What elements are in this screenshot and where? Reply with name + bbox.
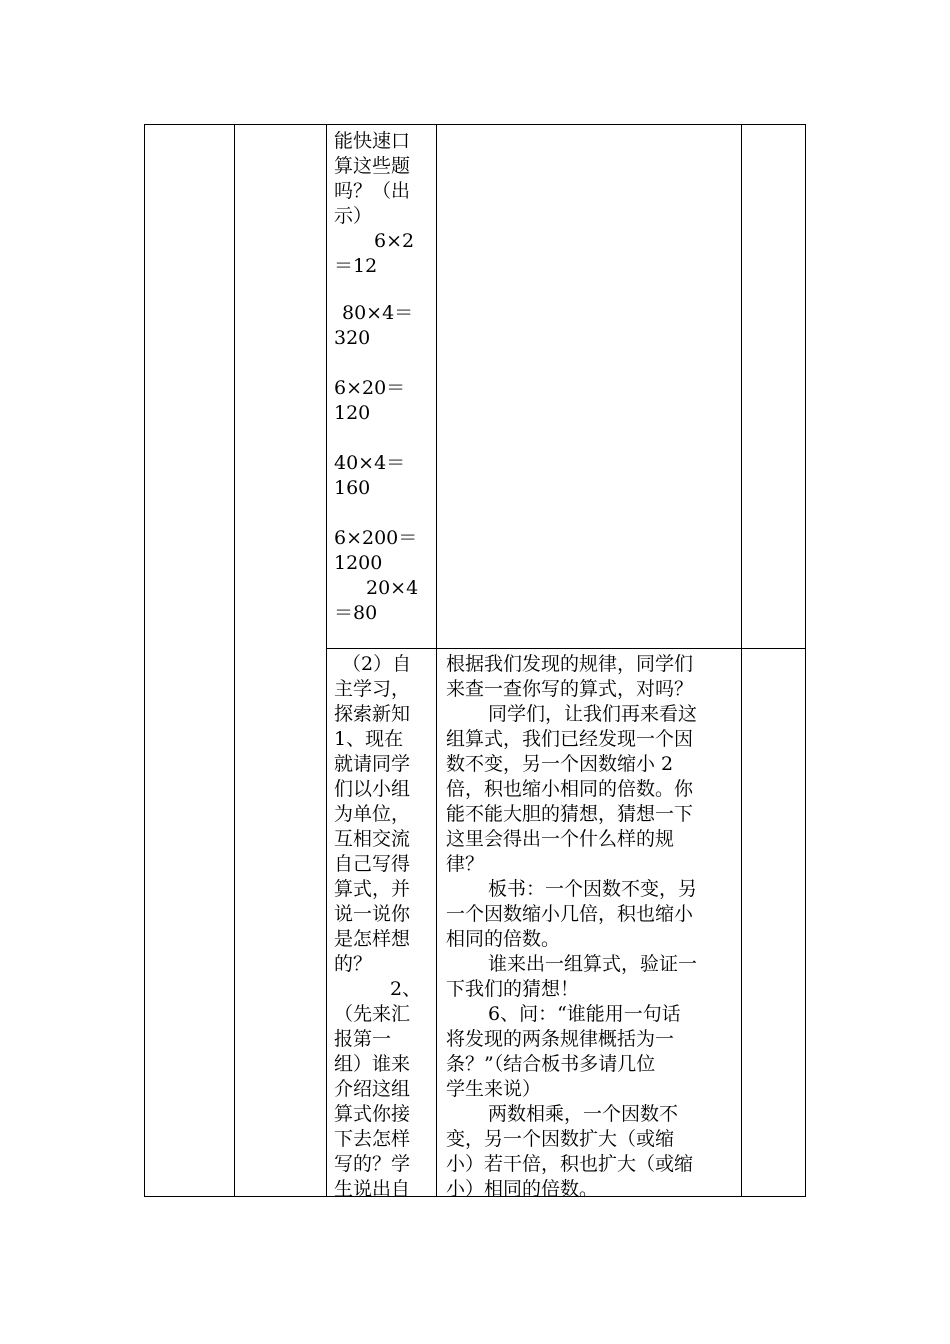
text-line: 小）若干倍，积也扩大（或缩 (446, 1153, 694, 1175)
text-line: 就请同学 (334, 753, 411, 775)
text-line: 为单位， (334, 803, 411, 825)
equation-part: ＝80 (334, 602, 378, 624)
text-line: 来查一查你写的算式，对吗？ (446, 678, 694, 700)
text-line: 写的？学 (334, 1153, 411, 1175)
text-line: 探索新知 (334, 703, 411, 725)
text-line: 律？ (446, 853, 485, 875)
text-line: 将发现的两条规律概括为一 (446, 1028, 675, 1050)
equation-part: 20×4 (366, 577, 419, 599)
text-line: 同学们，让我们再来看这 (488, 703, 698, 725)
text-line: 说一说你 (334, 903, 411, 925)
text-line: 生说出自 (334, 1178, 411, 1200)
row-divider (326, 648, 806, 649)
equation-1 (334, 229, 414, 279)
equation-part: 160 (334, 477, 371, 499)
text-line: 是怎样想 (334, 928, 411, 950)
col-divider-1 (234, 124, 235, 1197)
text-line: 数不变，另一个因数缩小 2 (446, 753, 674, 775)
equation-4 (334, 451, 405, 501)
text-line: 们以小组 (334, 778, 411, 800)
equation-part: 1200 (334, 552, 383, 574)
text-line: 算式你接 (334, 1103, 411, 1125)
text-line: 6、问：“谁能用一句话 (488, 1003, 681, 1025)
row1-question-text (334, 129, 410, 229)
equation-part: 320 (334, 327, 371, 349)
equation-5 (334, 526, 417, 576)
text-line: 算式，并 (334, 878, 411, 900)
text-line: 1、现在 (334, 728, 404, 750)
text-line: 根据我们发现的规律，同学们 (446, 653, 694, 675)
text-line: （2）自 (342, 653, 412, 675)
text-line: 介绍这组 (334, 1078, 411, 1100)
text-line: 能快速口 (334, 130, 411, 152)
text-line: 组算式，我们已经发现一个因 (446, 728, 694, 750)
col-divider-3 (436, 124, 437, 1197)
text-line: 变，另一个因数扩大（或缩 (446, 1128, 675, 1150)
text-line: 吗？（出 (334, 180, 411, 202)
equation-part: 80×4＝ (342, 302, 414, 324)
text-line: 这里会得出一个什么样的规 (446, 828, 675, 850)
text-line: 倍，积也缩小相同的倍数。你 (446, 778, 694, 800)
text-line: 报第一 (334, 1028, 392, 1050)
text-line: （先来汇 (334, 1003, 411, 1025)
equation-part: 6×2 (374, 230, 415, 252)
text-line: 相同的倍数。 (446, 928, 561, 950)
text-line: 的？ (334, 953, 373, 975)
text-line: 2、 (390, 978, 422, 1000)
text-line: 谁来出一组算式，验证一 (488, 953, 698, 975)
row2-self-study-text (334, 652, 421, 1202)
text-line: 板书：一个因数不变，另 (488, 878, 698, 900)
table-right-border (805, 124, 806, 1197)
text-line: 学生来说） (446, 1078, 542, 1100)
text-line: 条？”（结合板书多请几位 (446, 1053, 656, 1075)
table-top-border (144, 124, 806, 125)
text-line: 两数相乘，一个因数不 (488, 1103, 679, 1125)
equation-part: 40×4＝ (334, 452, 406, 474)
equation-part: ＝12 (334, 255, 378, 277)
col-divider-4 (741, 124, 742, 1197)
text-line: 小）相同的倍数。 (446, 1178, 599, 1200)
equation-part: 6×20＝ (334, 377, 406, 399)
equation-3 (334, 376, 405, 426)
text-line: 主学习， (334, 678, 411, 700)
text-line: 互相交流 (334, 828, 411, 850)
equation-part: 120 (334, 402, 371, 424)
table-left-border (144, 124, 145, 1197)
col-divider-2 (326, 124, 327, 1197)
text-line: 能不能大胆的猜想，猜想一下 (446, 803, 694, 825)
text-line: 示） (334, 205, 373, 227)
row2-teacher-text (446, 652, 697, 1202)
text-line: 一个因数缩小几倍，积也缩小 (446, 903, 694, 925)
text-line: 下去怎样 (334, 1128, 411, 1150)
equation-2 (334, 301, 413, 351)
equation-part: 6×200＝ (334, 527, 418, 549)
text-line: 自己写得 (334, 853, 411, 875)
text-line: 组）谁来 (334, 1053, 411, 1075)
text-line: 下我们的猜想！ (446, 978, 580, 1000)
text-line: 算这些题 (334, 155, 411, 177)
equation-6 (334, 576, 418, 626)
